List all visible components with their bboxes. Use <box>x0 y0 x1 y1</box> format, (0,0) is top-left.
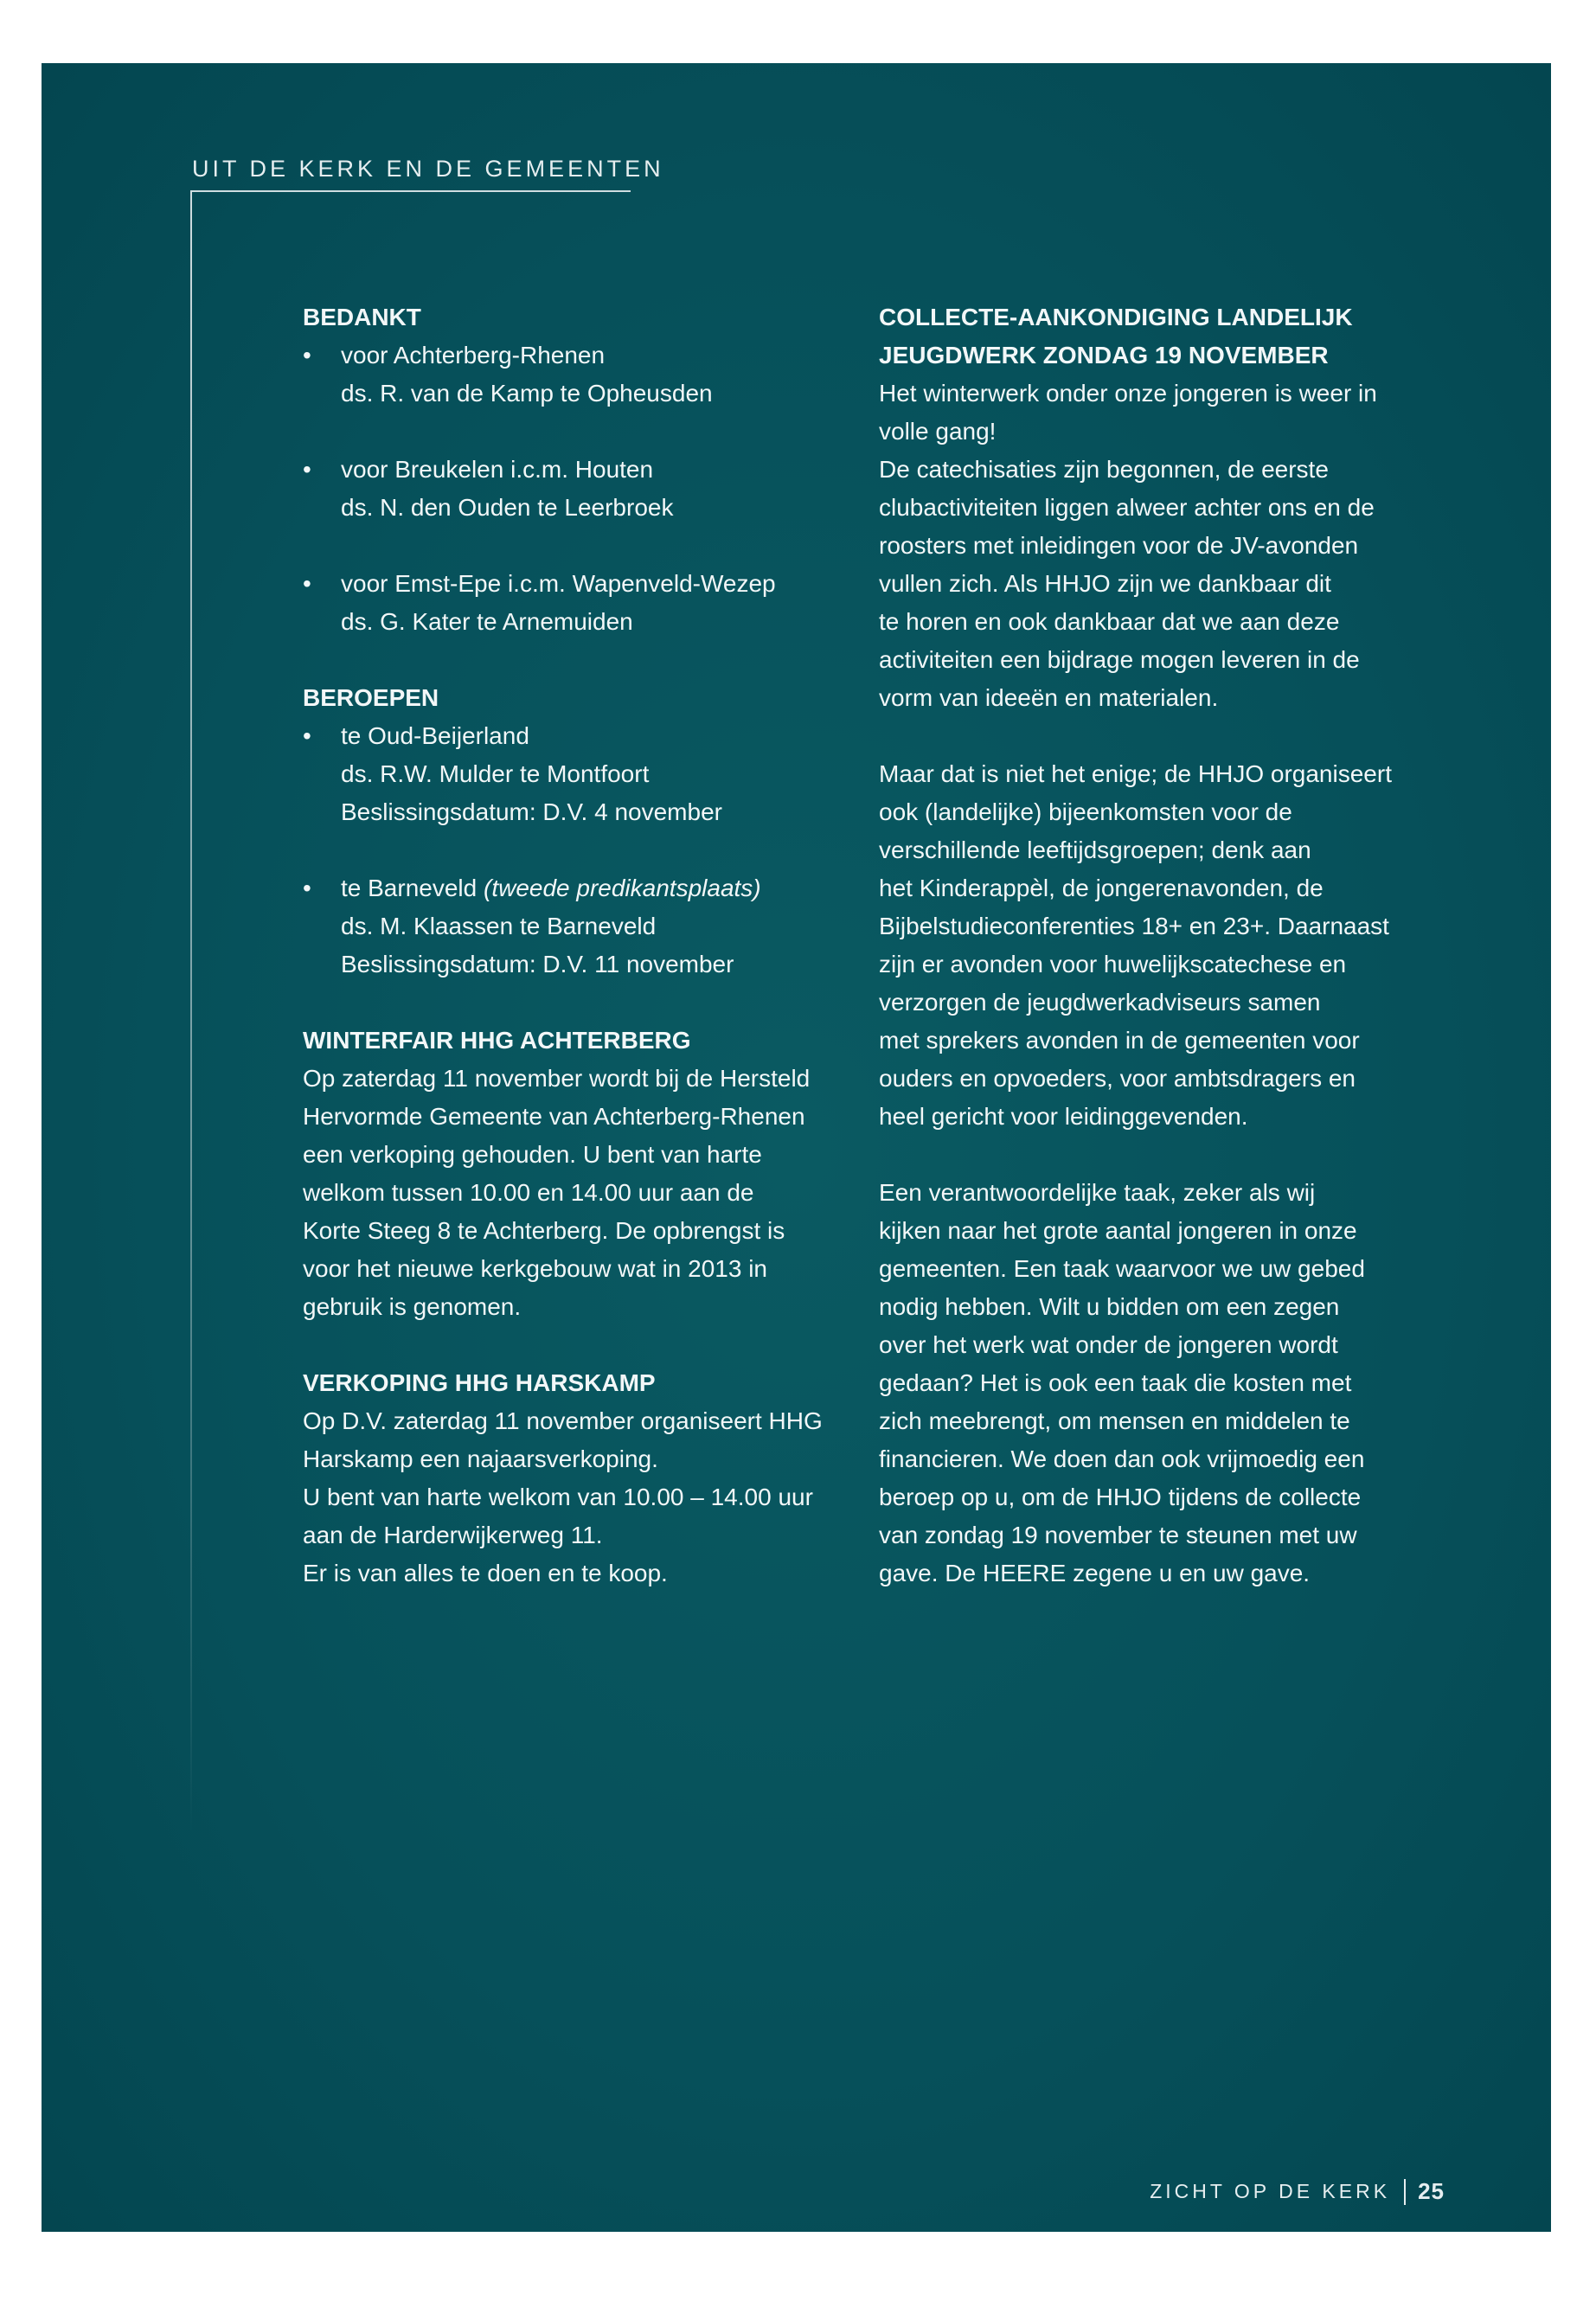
paragraph-line: zijn er avonden voor huwelijkscatechese en <box>879 951 1347 977</box>
call-place: voor Breukelen i.c.m. Houten <box>341 456 654 483</box>
paragraph-line: De catechisaties zijn begonnen, de eerste <box>879 456 1329 483</box>
decision-date: Beslissingsdatum: D.V. 11 november <box>341 951 734 977</box>
list-item <box>303 717 839 755</box>
verkoping-line: aan de Harderwijkerweg 11. <box>303 1522 603 1548</box>
footer-divider <box>1404 2179 1406 2205</box>
paragraph-line: heel gericht voor leidinggevenden. <box>879 1103 1248 1130</box>
paragraph-line: gave. De HEERE zegene u en uw gave. <box>879 1560 1311 1586</box>
right-column <box>879 298 1415 1593</box>
paragraph-line: verschillende leeftijdsgroepen; denk aan <box>879 836 1311 863</box>
paragraph-line: ouders en opvoeders, voor ambtsdragers en <box>879 1065 1356 1092</box>
paragraph-line: over het werk wat onder de jongeren wordt <box>879 1331 1338 1358</box>
winterfair-line: voor het nieuwe kerkgebouw wat in 2013 in <box>303 1255 768 1282</box>
paragraph-line: vullen zich. Als HHJO zijn we dankbaar dit <box>879 570 1331 597</box>
paragraph-line: clubactiviteiten liggen alweer achter ons en de <box>879 494 1375 521</box>
paragraph-line: roosters met inleidingen voor de JV-avonden <box>879 532 1359 559</box>
list-item <box>303 869 839 907</box>
winterfair-line: Korte Steeg 8 te Achterberg. De opbrengst is <box>303 1217 785 1244</box>
paragraph-line: Maar dat is niet het enige; de HHJO organiseert <box>879 760 1392 787</box>
call-minister: ds. R. van de Kamp te Opheusden <box>341 380 713 407</box>
paragraph-line: gedaan? Het is ook een taak die kosten met <box>879 1369 1352 1396</box>
verkoping-line: Harskamp een najaarsverkoping. <box>303 1445 658 1472</box>
paragraph-line: activiteiten een bijdrage mogen leveren in de <box>879 646 1360 673</box>
paragraph-line: gemeenten. Een taak waarvoor we uw gebed <box>879 1255 1365 1282</box>
paragraph-line: Een verantwoordelijke taak, zeker als wij <box>879 1179 1316 1206</box>
call-place: te Barneveld <box>341 875 484 901</box>
paragraph-line: beroep op u, om de HHJO tijdens de collecte <box>879 1484 1362 1510</box>
paragraph-line: kijken naar het grote aantal jongeren in onze <box>879 1217 1357 1244</box>
call-minister: ds. R.W. Mulder te Montfoort <box>341 760 650 787</box>
beroepen-heading: BEROEPEN <box>303 684 439 711</box>
bullet: • <box>303 722 311 749</box>
winterfair-line: Hervormde Gemeente van Achterberg-Rhenen <box>303 1103 805 1130</box>
paragraph-line: vorm van ideeën en materialen. <box>879 684 1219 711</box>
list-item <box>303 565 839 603</box>
bullet: • <box>303 875 311 901</box>
winterfair-line: gebruik is genomen. <box>303 1293 522 1320</box>
collecte-heading-line2: JEUGDWERK ZONDAG 19 NOVEMBER <box>879 342 1329 369</box>
verkoping-heading: VERKOPING HHG HARSKAMP <box>303 1369 656 1396</box>
paragraph-line: Bijbelstudieconferenties 18+ en 23+. Daarnaast <box>879 913 1389 939</box>
winterfair-line: een verkoping gehouden. U bent van harte <box>303 1141 762 1168</box>
magazine-name: ZICHT OP DE KERK <box>1150 2180 1391 2202</box>
bullet: • <box>303 570 311 597</box>
left-column <box>303 298 839 1593</box>
paragraph-line: ook (landelijke) bijeenkomsten voor de <box>879 798 1292 825</box>
paragraph-line: zich meebrengt, om mensen en middelen te <box>879 1407 1350 1434</box>
list-item <box>303 451 839 489</box>
page-footer <box>1150 2178 1445 2205</box>
call-minister: ds. M. Klaassen te Barneveld <box>341 913 657 939</box>
decision-date: Beslissingsdatum: D.V. 4 november <box>341 798 722 825</box>
paragraph-line: Het winterwerk onder onze jongeren is weer in <box>879 380 1377 407</box>
paragraph-line: te horen en ook dankbaar dat we aan deze <box>879 608 1340 635</box>
list-item <box>303 336 839 375</box>
call-place: voor Emst-Epe i.c.m. Wapenveld-Wezep <box>341 570 776 597</box>
paragraph-line: volle gang! <box>879 418 997 445</box>
call-place: voor Achterberg-Rhenen <box>341 342 606 369</box>
bullet: • <box>303 456 311 483</box>
margin-rule <box>190 190 192 1834</box>
call-minister: ds. N. den Ouden te Leerbroek <box>341 494 674 521</box>
winterfair-line: welkom tussen 10.00 en 14.00 uur aan de <box>303 1179 754 1206</box>
collecte-heading-line1: COLLECTE-AANKONDIGING LANDELIJK <box>879 304 1353 330</box>
winterfair-heading: WINTERFAIR HHG ACHTERBERG <box>303 1027 691 1054</box>
paragraph-line: verzorgen de jeugdwerkadviseurs samen <box>879 989 1321 1016</box>
title-underline <box>190 190 631 192</box>
winterfair-line: Op zaterdag 11 november wordt bij de Hersteld <box>303 1065 811 1092</box>
call-minister: ds. G. Kater te Arnemuiden <box>341 608 633 635</box>
bullet: • <box>303 342 311 369</box>
paragraph-line: van zondag 19 november te steunen met uw <box>879 1522 1357 1548</box>
bedankt-heading: BEDANKT <box>303 304 421 330</box>
paragraph-line: het Kinderappèl, de jongerenavonden, de <box>879 875 1324 901</box>
page-number: 25 <box>1418 2178 1445 2204</box>
paragraph-line: financieren. We doen dan ook vrijmoedig een <box>879 1445 1365 1472</box>
call-place-note: (tweede predikantsplaats) <box>484 875 761 901</box>
section-title: UIT DE KERK EN DE GEMEENTEN <box>192 156 664 182</box>
paragraph-line: nodig hebben. Wilt u bidden om een zegen <box>879 1293 1340 1320</box>
call-place: te Oud-Beijerland <box>341 722 529 749</box>
verkoping-line: Er is van alles te doen en te koop. <box>303 1560 668 1586</box>
verkoping-line: U bent van harte welkom van 10.00 – 14.00 uur <box>303 1484 813 1510</box>
paragraph-line: met sprekers avonden in de gemeenten voor <box>879 1027 1360 1054</box>
verkoping-line: Op D.V. zaterdag 11 november organiseert HHG <box>303 1407 823 1434</box>
